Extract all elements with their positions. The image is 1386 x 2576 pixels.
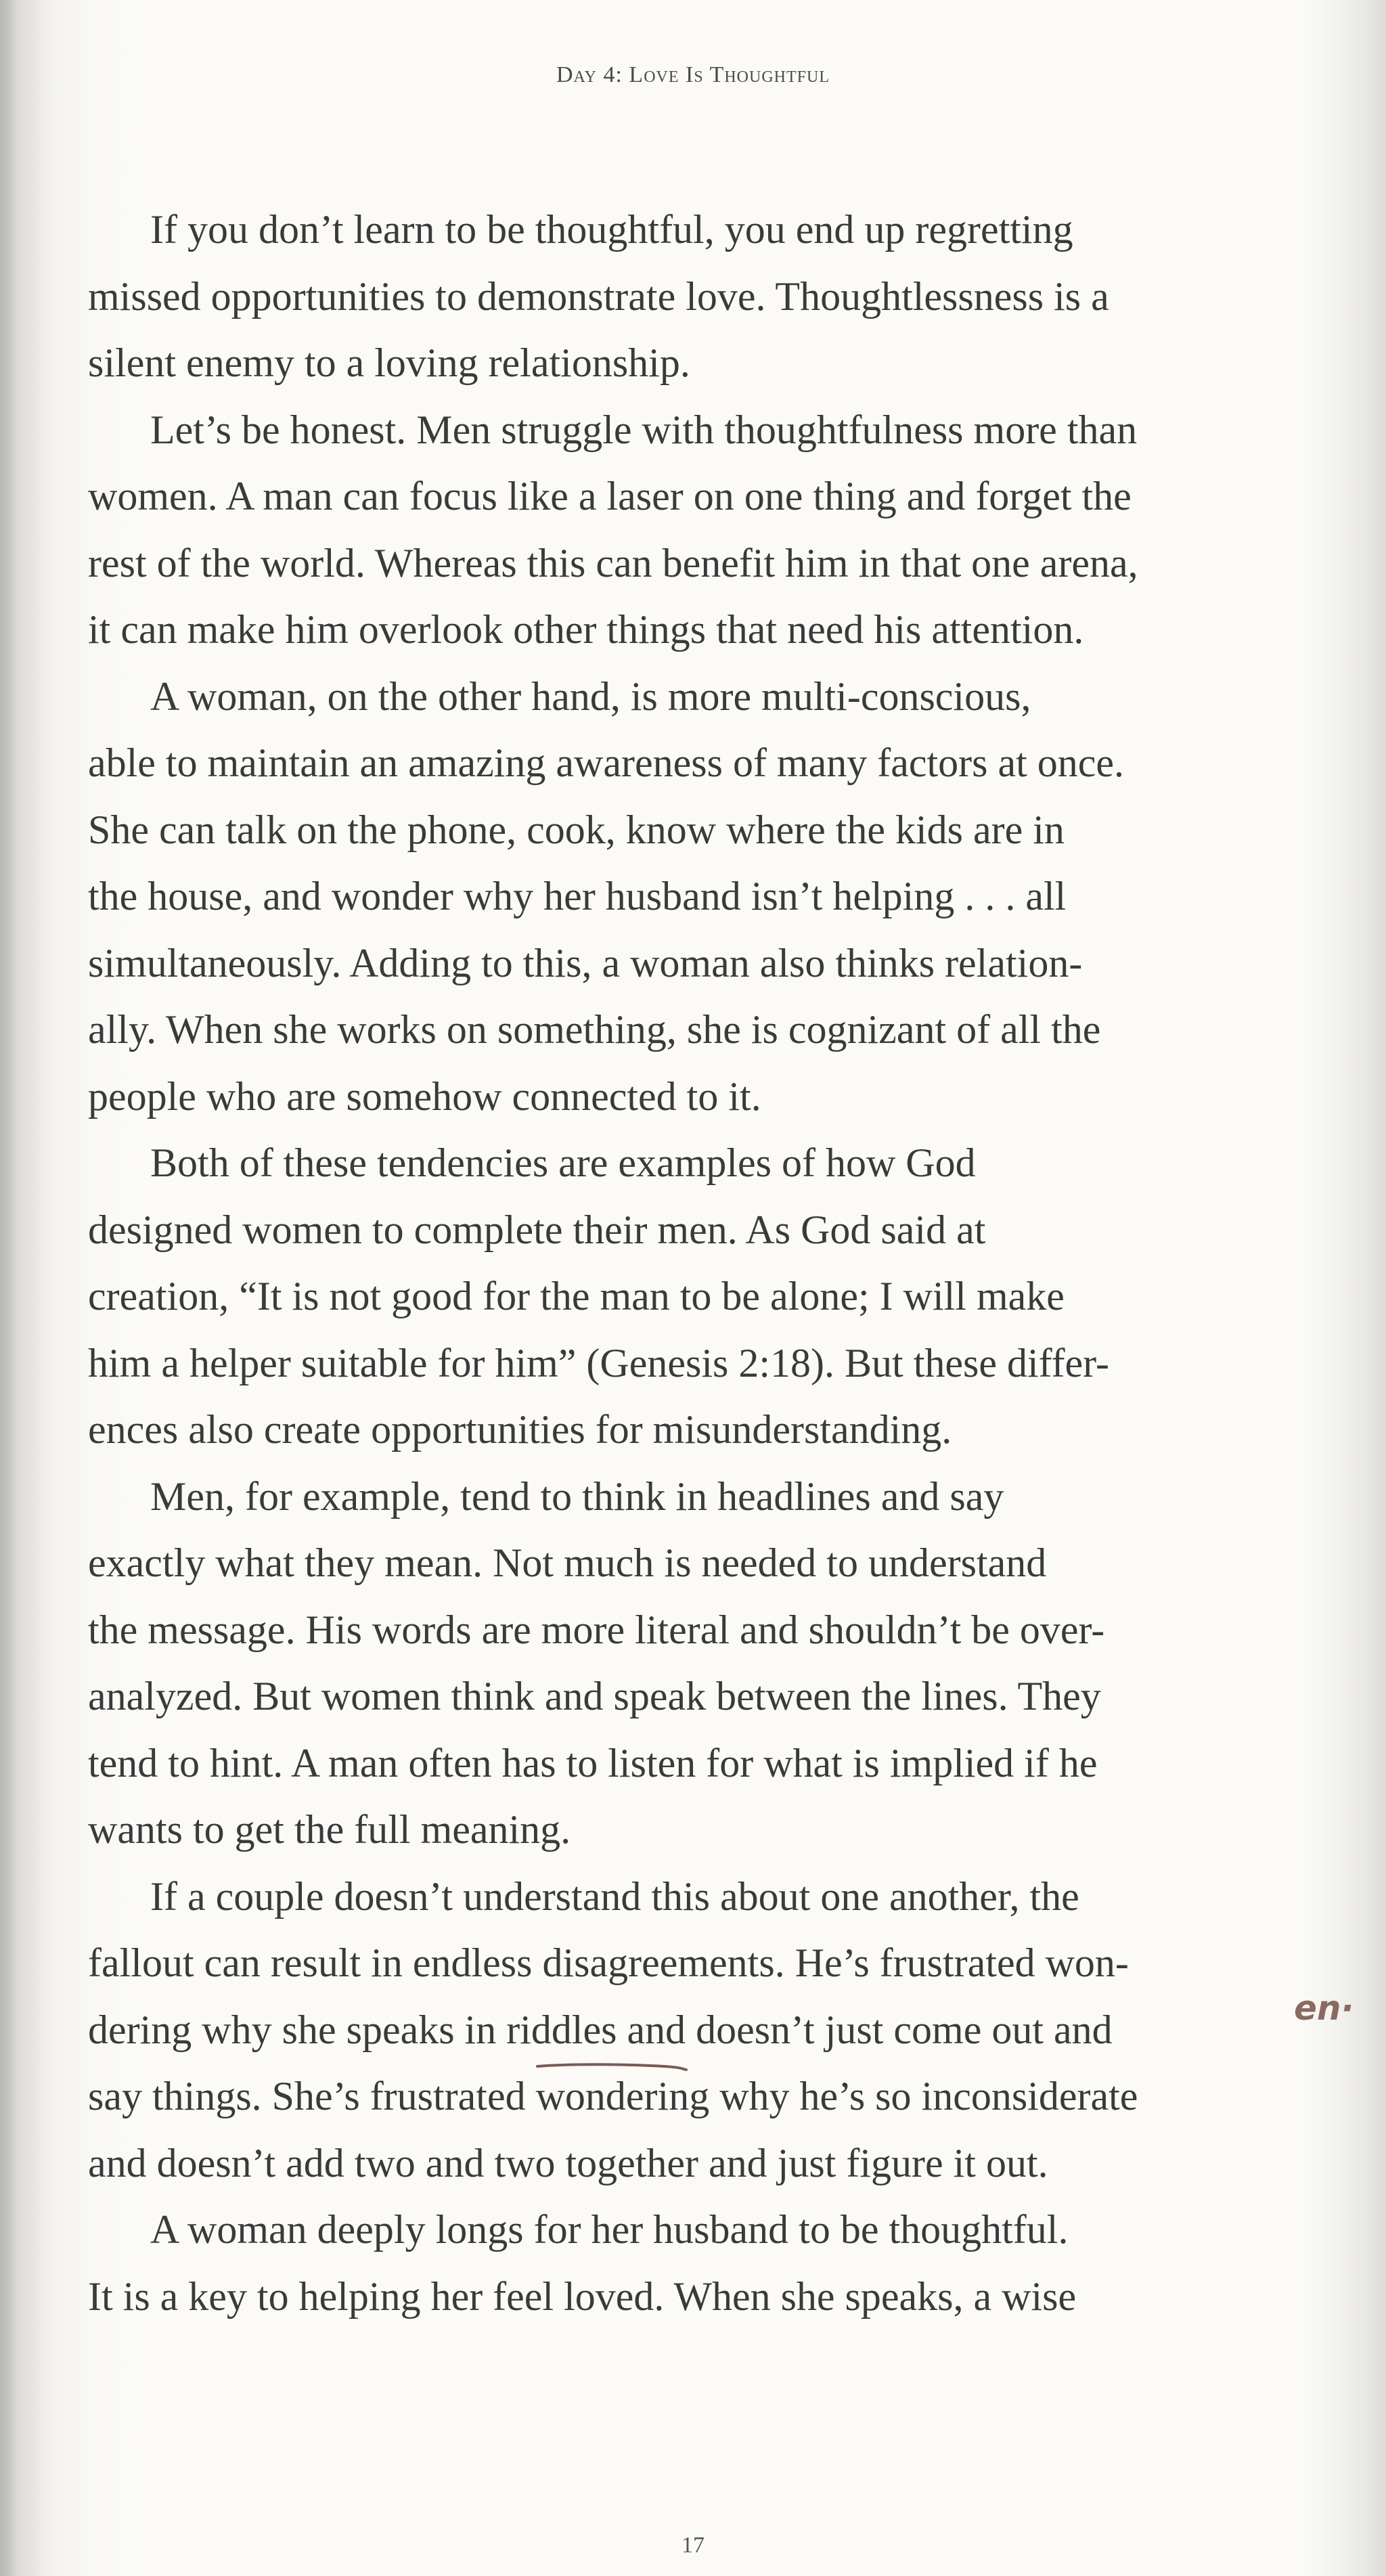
text-line: silent enemy to a loving relationship.	[88, 340, 690, 385]
text-line: fallout can result in endless disagreements. He’s frustrated won-	[88, 1940, 1129, 1985]
text-line: and doesn’t add two and two together and just figure it out.	[88, 2140, 1048, 2185]
handwritten-underline	[536, 2061, 688, 2072]
text-line: analyzed. But women think and speak between the lines. They	[88, 1674, 1101, 1718]
text-line: people who are somehow connected to it.	[88, 1073, 761, 1119]
text-line: Both of these tendencies are examples of how God	[150, 1140, 976, 1185]
text-line: Let’s be honest. Men struggle with thoughtfulness more than	[150, 407, 1138, 452]
spine-shadow	[0, 0, 18, 2576]
text-line: able to maintain an amazing awareness of many factors at once.	[88, 740, 1125, 785]
text-line: designed women to complete their men. As God said at	[88, 1207, 986, 1252]
text-line: A woman deeply longs for her husband to be thoughtful.	[150, 2207, 1069, 2252]
text-line: dering why she speaks in riddles and doesn’t just come out and	[88, 2007, 1113, 2052]
text-line: tend to hint. A man often has to listen for what is implied if he	[88, 1740, 1098, 1785]
text-line: the house, and wonder why her husband isn’t helping . . . all	[88, 874, 1067, 918]
text-line: creation, “It is not good for the man to be alone; I will make	[88, 1274, 1065, 1318]
text-line: ally. When she works on something, she is cognizant of all the	[88, 1007, 1101, 1052]
text-line: wants to get the full meaning.	[88, 1807, 571, 1852]
text-line: him a helper suitable for him” (Genesis 2:18). But these differ-	[88, 1340, 1109, 1385]
text-line: She can talk on the phone, cook, know where the kids are in	[88, 807, 1065, 852]
text-line: missed opportunities to demonstrate love. Thoughtlessness is a	[88, 273, 1109, 319]
page-number: 17	[681, 2533, 705, 2558]
text-line: it can make him overlook other things that need his attention.	[88, 607, 1084, 652]
text-line: If a couple doesn’t understand this about one another, the	[150, 1873, 1079, 1919]
handwritten-margin-note: en·	[1294, 1989, 1354, 2028]
text-line: rest of the world. Whereas this can benefit him in that one arena,	[88, 540, 1138, 585]
running-head: Day 4: Love Is Thoughtful	[556, 62, 830, 87]
text-line: A woman, on the other hand, is more multi-conscious,	[150, 673, 1031, 719]
text-line: ences also create opportunities for misunderstanding.	[88, 1407, 952, 1452]
text-line: Men, for example, tend to think in headlines and say	[150, 1473, 1004, 1519]
text-line: the message. His words are more literal and shouldn’t be over-	[88, 1607, 1105, 1652]
text-line: say things. She’s frustrated wondering why he’s so inconsiderate	[88, 2074, 1138, 2118]
text-line: exactly what they mean. Not much is needed to understand	[88, 1540, 1047, 1585]
underline-stroke	[537, 2064, 686, 2070]
text-line: simultaneously. Adding to this, a woman also thinks relation-	[88, 940, 1083, 985]
text-line: women. A man can focus like a laser on one thing and forget the	[88, 474, 1132, 518]
body-text	[88, 196, 1286, 2330]
text-line: It is a key to helping her feel loved. When she speaks, a wise	[88, 2273, 1077, 2319]
text-line: If you don’t learn to be thoughtful, you end up regretting	[150, 207, 1073, 252]
